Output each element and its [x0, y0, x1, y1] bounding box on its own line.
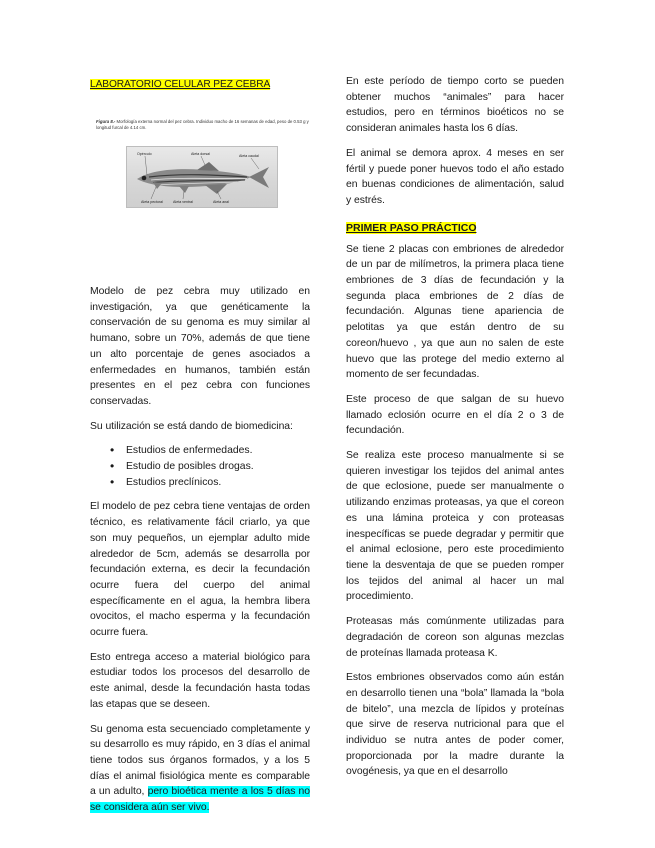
bullet-list	[90, 443, 310, 490]
right-column	[346, 74, 564, 789]
paragraph-text: Su genoma esta secuenciado completamente y su desarrollo es muy rápido, en 3 días el animal tiene todos sus órganos formados, y a los 5 días el animal fisiológica mente es comparable a un adulto,	[90, 723, 310, 798]
label-ventral-fin: Aleta ventral	[173, 200, 193, 204]
figure-caption-label: Figura 8.-	[96, 119, 116, 124]
section-heading: PRIMER PASO PRÁCTICO	[346, 221, 477, 234]
document-title: LABORATORIO CELULAR PEZ CEBRA	[90, 79, 271, 90]
label-dorsal-fin: Aleta dorsal	[191, 152, 210, 156]
label-anal-fin: Aleta anal	[213, 200, 229, 204]
label-opercle: Opérculo	[137, 152, 152, 156]
paragraph: Este proceso de que salgan de su huevo llamado eclosión ocurre en el día 2 o 3 de fecundación.	[346, 393, 564, 437]
paragraph: El modelo de pez cebra tiene ventajas de orden técnico, es relativamente fácil criarlo, ya que son muy pequeños, un ejemplar adulto mide alrededor de 5cm, además se desarrolla por fecundación externa, es decir la fecundación ocurre fuera del cuerpo del animal específicamente en el agua, la hembra libera ovocitos, el macho esperma y la fecundación ocurre fuera.	[90, 501, 310, 639]
list-item: • Estudio de posibles drogas.	[112, 459, 310, 475]
label-caudal-fin: Aleta caudal	[239, 154, 259, 158]
paragraph: Proteasas más comúnmente utilizadas para degradación de coreon son algunas mezclas de proteínas llamada proteasa K.	[346, 616, 564, 659]
label-pectoral-fin: Aleta pectoral	[141, 200, 163, 204]
zebrafish-photo	[126, 146, 278, 208]
list-item: • Estudios de enfermedades.	[112, 443, 310, 459]
figure	[90, 119, 310, 284]
left-column	[90, 74, 310, 825]
paragraph: En este período de tiempo corto se pueden obtener muchos “animales” para hacer estudios, pero en términos bioéticos no se consideran animales hasta los 6 días.	[346, 76, 564, 135]
paragraph: Esto entrega acceso a material biológico para estudiar todos los procesos del desarrollo de este animal, desde la fecundación hasta todas las etapas que se deseen.	[90, 651, 310, 710]
highlighted-text: pero bioética mente a los 5 días no se considera aún ser vivo.	[90, 786, 310, 814]
paragraph: Se realiza este proceso manualmente si se quieren investigar los tejidos del animal antes de que eclosione, puede ser manualmente o utilizando enzimas proteasas, ya que el coreon es una lámina proteica y con proteasas inespecíficas se puede degradar y permitir que el animal eclosione, pero este procedimiento tiene la desventaja de que se pueden romper los tejidos del animal al hacer un mal procedimiento.	[346, 450, 564, 603]
figure-caption	[96, 119, 316, 131]
paragraph: El animal se demora aprox. 4 meses en ser fértil y puede poner huevos todo el año estado en buenas condiciones de alimentación, salud y estrés.	[346, 147, 564, 206]
list-item: • Estudios preclínicos.	[112, 475, 310, 491]
paragraph: Su utilización se está dando de biomedicina:	[90, 420, 293, 432]
figure-caption-text: Morfología externa normal del pez cebra. Individuo macho de 16 semanas de edad, peso de 0.53 g y longitud furcal de 4.14 cm.	[96, 119, 309, 130]
paragraph: Modelo de pez cebra muy utilizado en investigación, ya que genéticamente la conservación de su genoma es muy similar al humano, sobre un 70%, además de que tiene un alto porcentaje de genes asociados a enfermedades en humanos, también están presentes en el pez cebra con funciones conservadas.	[90, 286, 310, 407]
paragraph: Se tiene 2 placas con embriones de alrededor de un par de milímetros, la primera placa tiene embriones de 3 días de fecundación y la segunda placa embriones de 2 días de fecundación. Algunas tiene apariencia de pelotitas ya que están dentro de su coreon/huevo , ya que aun no salen de este huevo que las protege del medio externo al momento de ser fecundadas.	[346, 243, 564, 381]
paragraph	[90, 722, 310, 816]
paragraph: Estos embriones observados como aún están en desarrollo tienen una “bola” llamada la “bola de bitelo”, una mezcla de lípidos y proteínas que sirve de reserva nutricional para que el individuo se nutra antes de poder comer, proporcionada por la madre durante la ovogénesis, ya que en el desarrollo	[346, 672, 564, 778]
